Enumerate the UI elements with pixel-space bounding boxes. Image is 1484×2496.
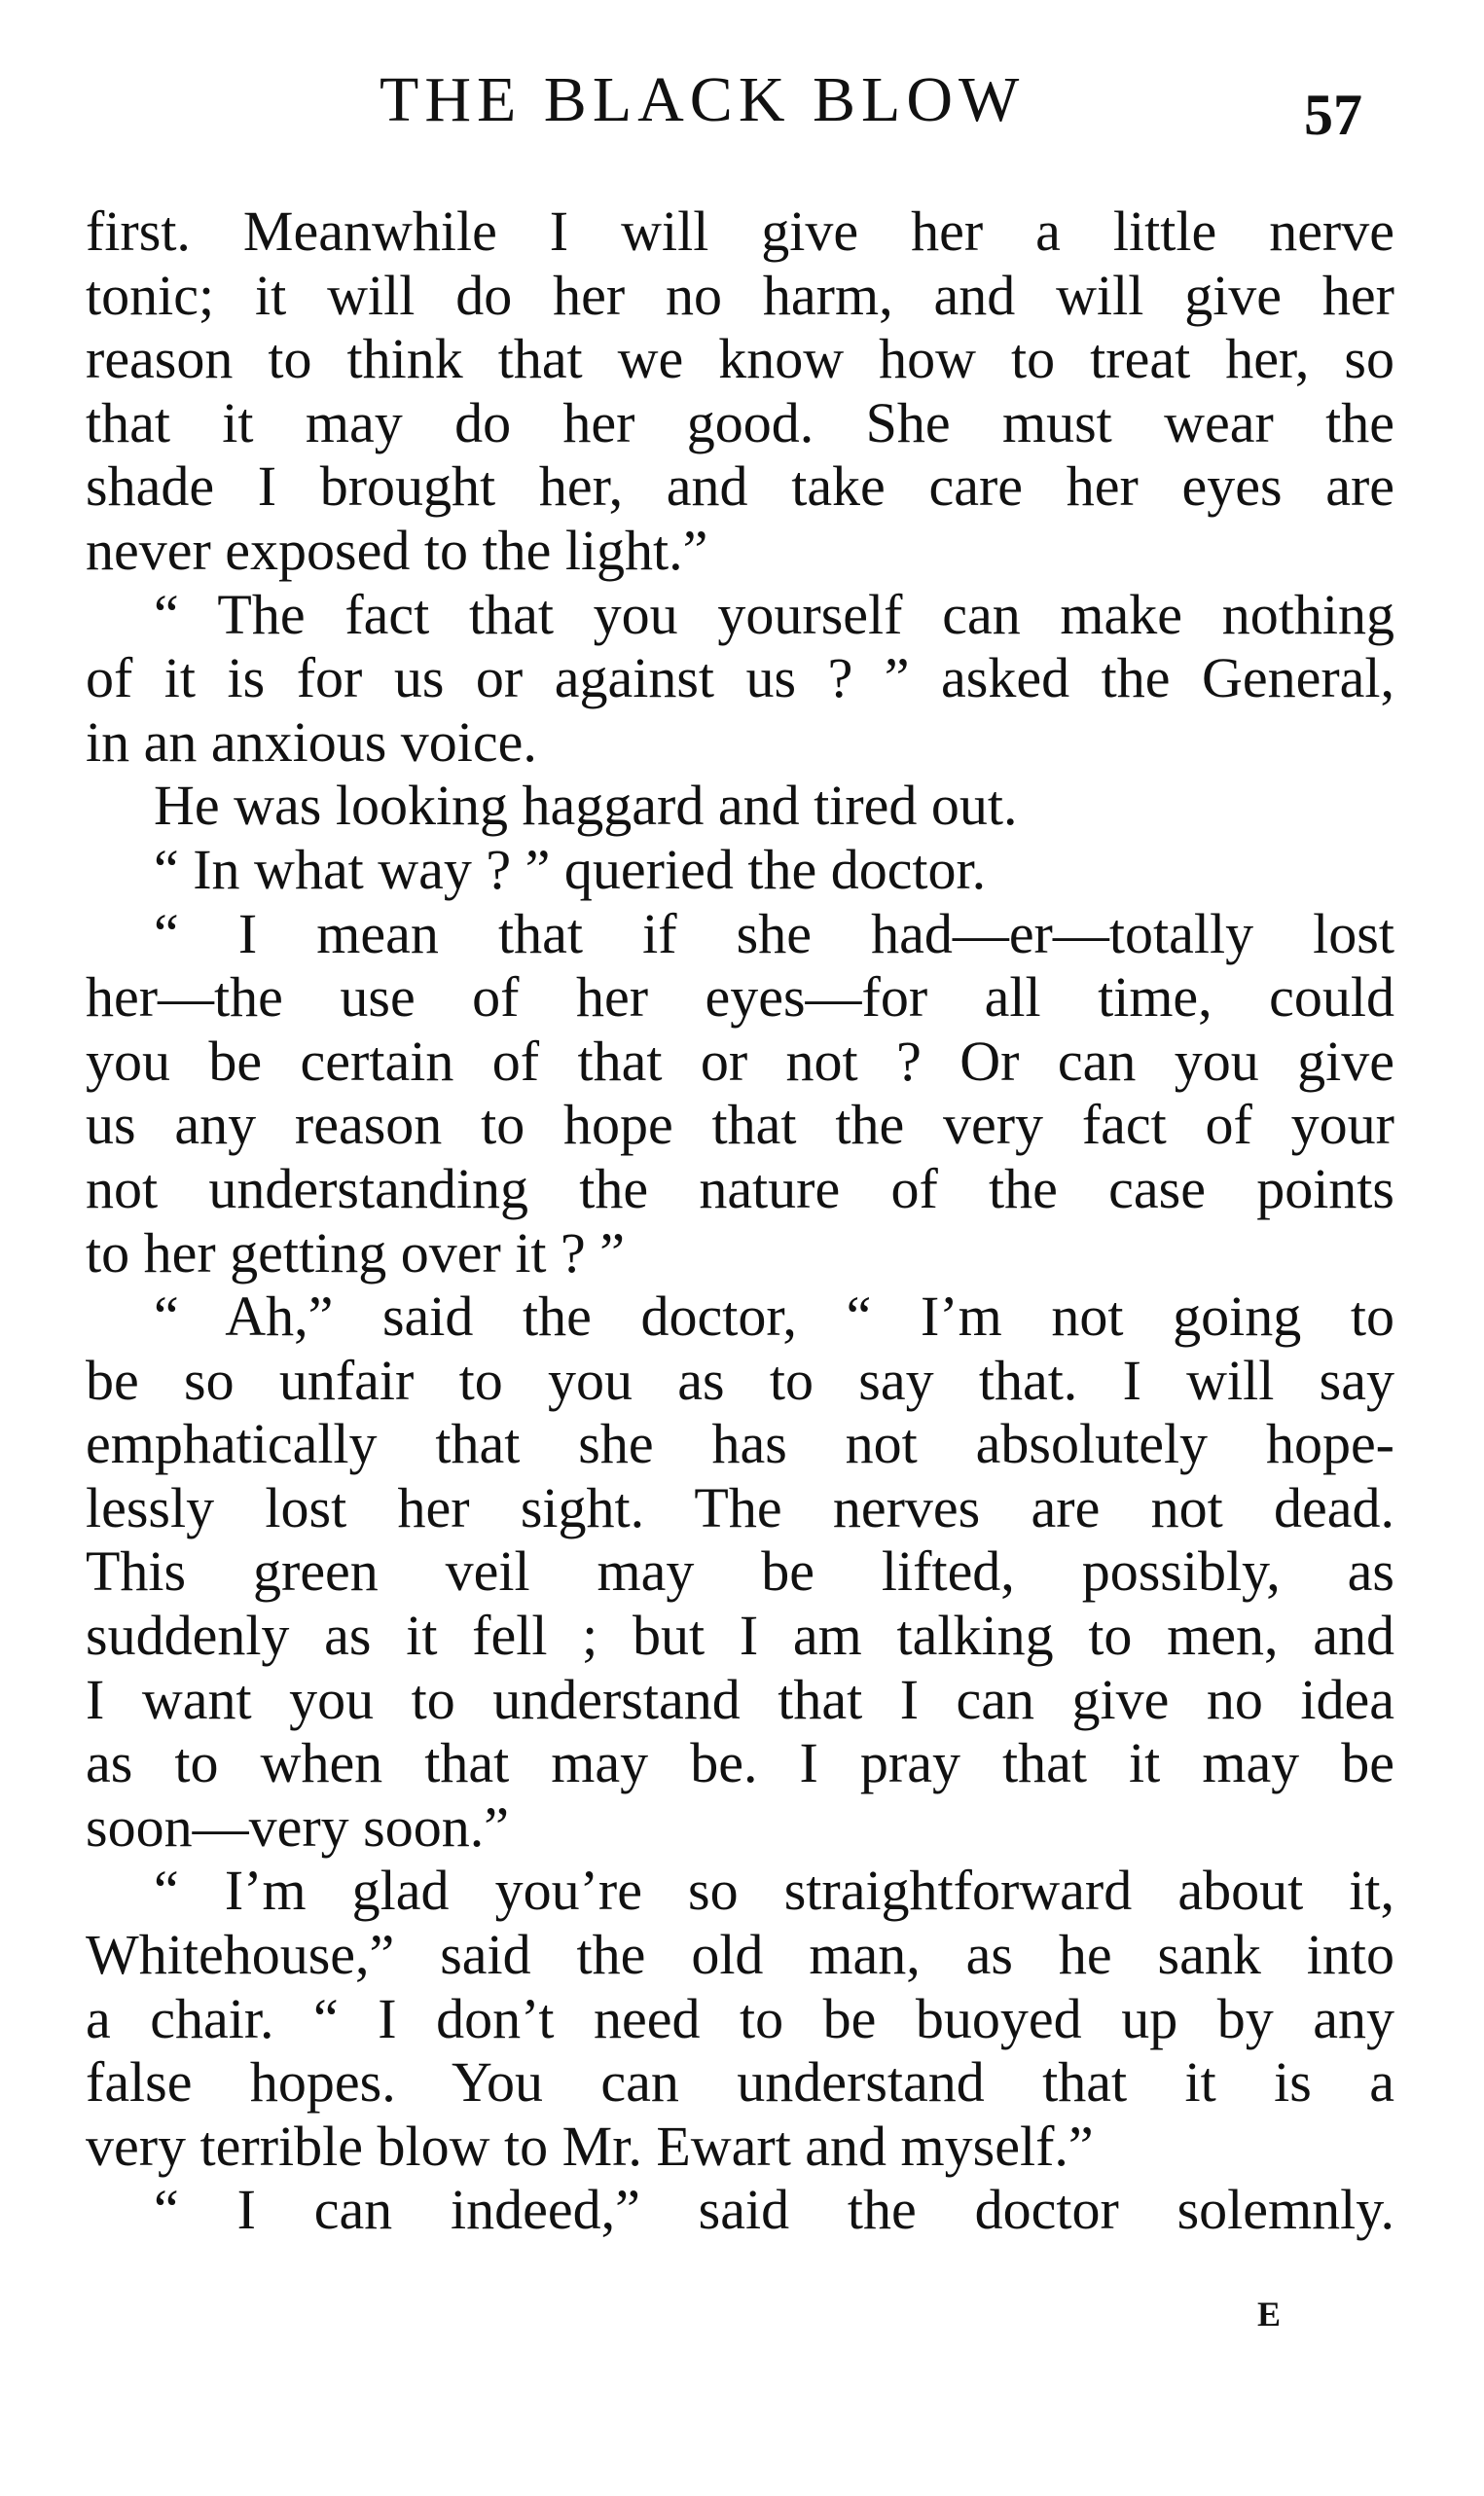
text-line: “ I’m glad you’re so straightforward about it, bbox=[154, 1859, 1394, 1923]
text-line: shade I brought her, and take care her eyes are bbox=[86, 454, 1394, 519]
text-line: “ I mean that if she had—er—totally lost bbox=[154, 901, 1394, 965]
text-line: that it may do her good. She must wear the bbox=[86, 390, 1394, 454]
text-line: her—the use of her eyes—for all time, could bbox=[86, 965, 1394, 1030]
text-line: Whitehouse,” said the old man, as he sank into bbox=[86, 1923, 1394, 1987]
text-line: I want you to understand that I can give no idea bbox=[86, 1667, 1394, 1731]
text-line: be so unfair to you as to say that. I will say bbox=[86, 1348, 1394, 1412]
text-line: “ I can indeed,” said the doctor solemnly. bbox=[154, 2178, 1394, 2242]
text-line: “ The fact that you yourself can make nothing bbox=[154, 582, 1394, 646]
text-line: suddenly as it fell ; but I am talking to men, and bbox=[86, 1604, 1394, 1668]
text-line: first. Meanwhile I will give her a little nerve bbox=[86, 199, 1394, 263]
text-line: not understanding the nature of the case points bbox=[86, 1156, 1394, 1220]
text-line: in an anxious voice. bbox=[86, 709, 537, 774]
text-line: you be certain of that or not ? Or can you give bbox=[86, 1029, 1394, 1093]
text-line: us any reason to hope that the very fact of your bbox=[86, 1093, 1394, 1157]
text-line: to her getting over it ? ” bbox=[86, 1220, 626, 1284]
text-line: “ Ah,” said the doctor, “ I’m not going to bbox=[154, 1284, 1394, 1349]
text-line: never exposed to the light.” bbox=[86, 518, 708, 582]
text-line: of it is for us or against us ? ” asked the General, bbox=[86, 646, 1394, 710]
text-line: a chair. “ I don’t need to be buoyed up by any bbox=[86, 1986, 1394, 2050]
text-line: “ In what way ? ” queried the doctor. bbox=[154, 837, 987, 901]
text-line: false hopes. You can understand that it is a bbox=[86, 2050, 1394, 2115]
page-number: 57 bbox=[1304, 83, 1362, 147]
text-line: This green veil may be lifted, possibly, as bbox=[86, 1539, 1394, 1604]
text-line: soon—very soon.” bbox=[86, 1794, 509, 1859]
text-line: as to when that may be. I pray that it may be bbox=[86, 1731, 1394, 1795]
body-text bbox=[86, 199, 1394, 2242]
running-head: THE BLACK BLOW bbox=[380, 64, 1026, 135]
text-line: He was looking haggard and tired out. bbox=[154, 774, 1018, 838]
text-line: emphatically that she has not absolutely hope- bbox=[86, 1412, 1394, 1476]
text-line: reason to think that we know how to treat her, so bbox=[86, 327, 1394, 391]
text-line: very terrible blow to Mr. Ewart and myself.” bbox=[86, 2114, 1094, 2178]
text-line: lessly lost her sight. The nerves are not dead. bbox=[86, 1475, 1394, 1539]
signature-mark: E bbox=[1257, 2295, 1284, 2333]
text-line: tonic; it will do her no harm, and will give her bbox=[86, 263, 1394, 327]
